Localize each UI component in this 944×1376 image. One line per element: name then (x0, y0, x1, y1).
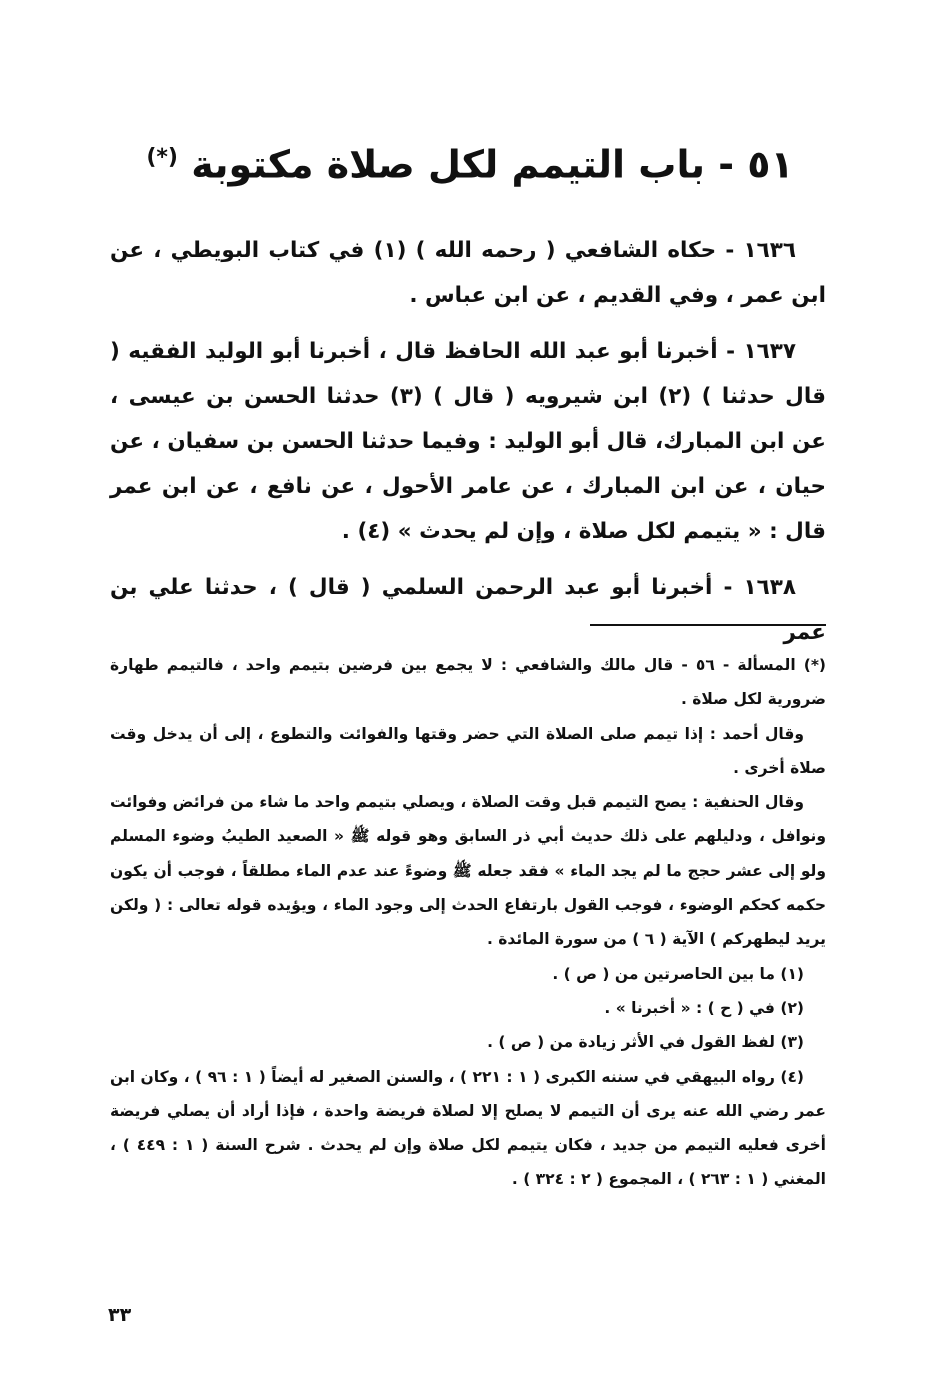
footnote-2: (٢) في ( ح ) : « أخبرنا » . (604, 998, 804, 1017)
narration-1637: ١٦٣٧ - أخبرنا أبو عبد الله الحافظ قال ، أخبرنا أبو الوليد الفقيه ( قال حدثنا ) (٢) ابن شيرويه ( قال ) (٣) حدثنا الحسن بن عيسى ، عن ابن المبارك، قال أبو الوليد : وفيما حدثنا الحسن بن سفيان ، عن حيان ، عن ابن المبارك ، عن عامر الأحول ، عن نافع ، عن ابن عمر قال : « يتيمم لكل صلاة ، وإن لم يحدث » (٤) . (110, 339, 826, 544)
narration-1638: ١٦٣٨ - أخبرنا أبو عبد الرحمن السلمي ( قال ) ، حدثنا علي بن عمر (110, 575, 826, 645)
chapter-title (110, 128, 830, 188)
footnote-ahmad: وقال أحمد : إذا تيمم صلى الصلاة التي حضر وقتها والفوائت والتطوع ، إلى أن يدخل وقت صلاة أخرى . (110, 724, 826, 777)
chapter-footnote-marker: (*) (146, 145, 178, 170)
narration-1636: ١٦٣٦ - حكاه الشافعي ( رحمه الله ) (١) في كتاب البويطي ، عن ابن عمر ، وفي القديم ، عن ابن عباس . (110, 238, 826, 308)
footnotes (110, 648, 826, 1197)
footnote-1: (١) ما بين الحاصرتين من ( ص ) . (552, 964, 804, 983)
footnote-masala: (*) المسألة - ٥٦ - قال مالك والشافعي : لا يجمع بين فرضين بتيمم واحد ، فالتيمم طهارة ضرورية لكل صلاة . (110, 656, 827, 709)
footnote-4: (٤) رواه البيهقي في سننه الكبرى ( ١ : ٢٢١ ) ، والسنن الصغير له أيضاً ( ١ : ٩٦ ) ، وكان ابن عمر رضي الله عنه يرى أن التيمم لا يصلح إلا لصلاة فريضة واحدة ، فإذا أراد أن يصلي فريضة أخرى فعليه التيمم من جديد ، فكان يتيمم لكل صلاة وإن لم يحدث . شرح السنة ( ١ : ٤٤٩ ) ، المغني ( ١ : ٢٦٣ ) ، المجموع ( ٢ : ٣٢٤ ) . (110, 1067, 826, 1189)
footnote-3: (٣) لفظ القول في الأثر زيادة من ( ص ) . (487, 1033, 804, 1052)
footnote-separator (590, 624, 826, 626)
page-number: ٣٣ (108, 1304, 132, 1326)
footnote-hanafiyya: وقال الحنفية : يصح التيمم قبل وقت الصلاة ، ويصلي بتيمم واحد ما شاء من فرائض وفوائت ونوافل ، ودليلهم على ذلك حديث أبي ذر السابق وهو قوله ﷺ « الصعيد الطيبُ وضوء المسلم ولو إلى عشر حجج ما لم يجد الماء » فقد جعله ﷺ وضوءً عند عدم الماء مطلقاً ، فوجب أن يكون حكمه كحكم الوضوء ، فوجب القول بارتفاع الحدث إلى وجود الماء ، ويؤيده قوله تعالى : ( ولكن يريد ليطهركم ) الآية ( ٦ ) من سورة المائدة . (110, 793, 826, 949)
main-text (110, 228, 826, 655)
chapter-title-text: ٥١ - باب التيمم لكل صلاة مكتوبة (191, 142, 794, 187)
